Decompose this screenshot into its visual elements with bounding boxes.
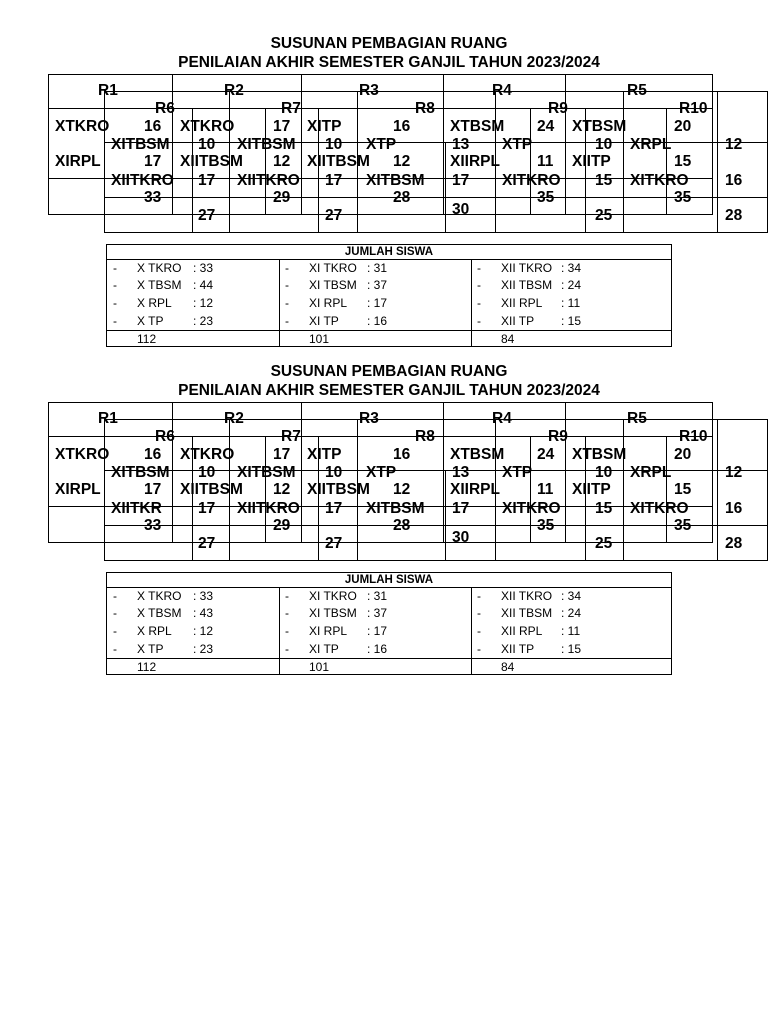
grid-cell: 16 [144,446,162,463]
grid-cell: 17 [452,500,470,517]
summary-bullet: - [285,261,289,275]
room-total: 27 [198,535,216,552]
grid-cell: XTP [366,464,397,481]
room-label: R3 [359,82,379,99]
room-total: 27 [325,207,343,224]
summary-label: XI TP [309,314,339,328]
room-total: 29 [273,517,291,534]
summary-bullet: - [285,296,289,310]
summary-column-divider [471,588,472,675]
summary-label: X TP [137,314,164,328]
grid-line-vertical [445,142,446,233]
grid-cell: XITKRO [630,172,689,189]
grid-cell: XITP [307,446,342,463]
room-total: 29 [273,189,291,206]
grid-cell: XIITKRO [237,500,300,517]
grid-cell: 20 [674,118,692,135]
summary-value: : 12 [193,296,214,310]
grid-line-vertical [104,91,105,233]
grid-cell: 10 [325,136,343,153]
grid-line-vertical [712,402,713,543]
summary-label: XI RPL [309,624,348,638]
room-total: 30 [452,201,470,218]
summary-bullet: - [285,589,289,603]
summary-value: : 17 [367,624,388,638]
summary-bullet: - [477,606,481,620]
grid-cell: 17 [452,172,470,189]
summary-title: JUMLAH SISWA [107,245,671,260]
summary-column-divider [279,260,280,347]
summary-value: : 11 [561,624,581,638]
page-title: SUSUNAN PEMBAGIAN RUANG [270,35,508,52]
grid-line-vertical [301,74,302,215]
room-total: 33 [144,189,162,206]
summary-bullet: - [285,642,289,656]
grid-cell: 16 [725,172,743,189]
summary-value: : 37 [367,278,388,292]
room-total: 33 [144,517,162,534]
summary-label: XII RPL [501,296,543,310]
page-title: SUSUNAN PEMBAGIAN RUANG [270,363,508,380]
summary-value: : 12 [193,624,214,638]
summary-value: : 23 [193,642,214,656]
grid-line-vertical [48,402,49,543]
summary-total: 112 [137,660,157,674]
room-label: R6 [155,428,175,445]
summary-total-divider [107,658,671,659]
grid-cell: 17 [144,481,162,498]
grid-line-horizontal [104,197,768,198]
grid-cell: 16 [393,118,411,135]
summary-bullet: - [113,624,117,638]
grid-cell: 16 [144,118,162,135]
summary-bullet: - [477,261,481,275]
summary-bullet: - [477,624,481,638]
room-total: 28 [393,189,411,206]
grid-cell: XITKRO [630,500,689,517]
summary-bullet: - [477,314,481,328]
summary-label: XI TKRO [309,261,357,275]
grid-line-horizontal [104,419,768,420]
grid-line-vertical [565,402,566,543]
grid-cell: XTBSM [450,446,505,463]
summary-value: : 31 [367,261,388,275]
grid-cell: 10 [198,136,216,153]
grid-line-horizontal [104,91,768,92]
room-total: 30 [452,529,470,546]
grid-cell: 13 [452,136,470,153]
grid-line-vertical [717,419,718,561]
page-subtitle: PENILAIAN AKHIR SEMESTER GANJIL TAHUN 2023/2024 [178,54,600,71]
summary-bullet: - [477,589,481,603]
grid-cell: 15 [674,153,692,170]
grid-cell: 17 [144,153,162,170]
summary-bullet: - [477,278,481,292]
summary-table [106,244,672,347]
room-label: R2 [224,82,244,99]
grid-cell: 10 [198,464,216,481]
summary-label: XII TBSM [501,606,553,620]
summary-value: : 37 [367,606,388,620]
summary-label: XII TBSM [501,278,553,292]
summary-value: : 31 [367,589,388,603]
grid-cell: 15 [595,172,613,189]
grid-line-horizontal [48,74,713,75]
summary-value: : 23 [193,314,214,328]
grid-cell: 13 [452,464,470,481]
grid-line-horizontal [104,232,768,233]
grid-cell: XIITP [572,153,611,170]
grid-cell: 24 [537,118,555,135]
grid-cell: XTBSM [572,446,627,463]
room-label: R2 [224,410,244,427]
grid-line-horizontal [48,542,713,543]
grid-line-vertical [445,470,446,561]
room-label: R4 [492,410,512,427]
summary-bullet: - [113,589,117,603]
room-total: 25 [595,535,613,552]
summary-label: XII TKRO [501,261,553,275]
summary-label: XII TP [501,642,535,656]
grid-line-vertical [666,436,667,543]
grid-cell: XTKRO [180,446,235,463]
room-label: R10 [679,428,708,445]
summary-bullet: - [113,261,117,275]
summary-label: X TKRO [137,261,182,275]
grid-cell: XIITBSM [307,481,370,498]
room-label: R3 [359,410,379,427]
grid-cell: XITKRO [502,172,561,189]
grid-cell: 16 [725,500,743,517]
grid-line-vertical [623,91,624,233]
summary-bullet: - [113,606,117,620]
summary-total: 84 [501,660,515,674]
summary-total: 84 [501,332,515,346]
grid-line-horizontal [48,214,713,215]
grid-line-vertical [717,91,718,233]
grid-cell: XIITBSM [180,481,243,498]
page-subtitle: PENILAIAN AKHIR SEMESTER GANJIL TAHUN 2023/2024 [178,382,600,399]
summary-label: X TBSM [137,606,182,620]
grid-line-horizontal [104,525,768,526]
grid-cell: 11 [537,481,554,498]
grid-cell: 16 [393,446,411,463]
grid-cell: 15 [674,481,692,498]
grid-cell: XTBSM [450,118,505,135]
grid-cell: XTKRO [180,118,235,135]
grid-cell: 17 [198,500,216,517]
grid-cell: XTP [502,464,533,481]
summary-bullet: - [285,624,289,638]
grid-cell: XIITKR [111,500,162,517]
summary-bullet: - [477,296,481,310]
summary-value: : 11 [561,296,581,310]
grid-cell: XRPL [630,136,672,153]
summary-label: XI RPL [309,296,348,310]
room-total: 28 [725,535,743,552]
allocation-section [0,362,768,692]
room-label: R5 [627,410,647,427]
grid-line-vertical [265,436,266,543]
grid-cell: 17 [273,446,291,463]
grid-cell: XTBSM [572,118,627,135]
summary-label: X RPL [137,624,172,638]
grid-line-vertical [530,436,531,543]
grid-cell: XTKRO [55,446,110,463]
summary-value: : 24 [561,606,582,620]
grid-cell: XIIRPL [450,481,500,498]
summary-bullet: - [477,642,481,656]
summary-label: X TKRO [137,589,182,603]
grid-cell: 17 [325,500,343,517]
summary-table [106,572,672,675]
grid-cell: XIIRPL [450,153,500,170]
room-total: 25 [595,207,613,224]
room-total: 27 [198,207,216,224]
grid-cell: XITBSM [237,464,296,481]
grid-cell: XITBSM [366,500,425,517]
room-label: R1 [98,82,118,99]
room-label: R7 [281,428,301,445]
grid-cell: XITBSM [111,464,170,481]
room-total: 35 [674,517,692,534]
grid-line-vertical [623,419,624,561]
summary-value: : 34 [561,589,582,603]
summary-value: : 34 [561,261,582,275]
room-total: 28 [725,207,743,224]
grid-cell: XIRPL [55,153,101,170]
summary-value: : 15 [561,642,582,656]
grid-cell: 11 [537,153,554,170]
summary-bullet: - [113,642,117,656]
grid-cell: XIITKRO [237,172,300,189]
grid-cell: 10 [595,464,613,481]
summary-title: JUMLAH SISWA [107,573,671,588]
grid-line-horizontal [48,402,713,403]
grid-line-vertical [301,402,302,543]
grid-line-vertical [104,419,105,561]
summary-value: : 44 [193,278,214,292]
summary-bullet: - [285,314,289,328]
summary-value: : 43 [193,606,214,620]
summary-bullet: - [285,606,289,620]
grid-cell: 12 [725,464,743,481]
grid-cell: XITP [307,118,342,135]
room-label: R8 [415,100,435,117]
summary-label: X TP [137,642,164,656]
grid-line-vertical [172,402,173,543]
room-total: 27 [325,535,343,552]
summary-bullet: - [113,278,117,292]
grid-cell: XRPL [630,464,672,481]
allocation-section [0,34,768,364]
summary-total: 101 [309,332,330,346]
summary-value: : 24 [561,278,582,292]
room-total: 35 [674,189,692,206]
grid-cell: XITBSM [237,136,296,153]
grid-cell: 12 [393,481,411,498]
summary-label: X TBSM [137,278,182,292]
grid-cell: 12 [273,153,291,170]
grid-cell: XTP [366,136,397,153]
room-label: R4 [492,82,512,99]
summary-label: XI TBSM [309,606,357,620]
summary-value: : 33 [193,589,214,603]
summary-total: 112 [137,332,157,346]
room-label: R6 [155,100,175,117]
room-label: R8 [415,428,435,445]
grid-cell: XITKRO [502,500,561,517]
summary-label: XII TKRO [501,589,553,603]
summary-total: 101 [309,660,330,674]
summary-value: : 15 [561,314,582,328]
summary-bullet: - [285,278,289,292]
room-label: R9 [548,100,568,117]
grid-line-vertical [666,108,667,215]
grid-cell: 10 [325,464,343,481]
summary-value: : 16 [367,642,388,656]
grid-line-vertical [530,108,531,215]
room-label: R7 [281,100,301,117]
summary-label: XI TKRO [309,589,357,603]
grid-line-vertical [712,74,713,215]
grid-cell: 10 [595,136,613,153]
grid-line-vertical [443,74,444,215]
summary-value: : 33 [193,261,214,275]
room-label: R1 [98,410,118,427]
summary-total-divider [107,330,671,331]
grid-line-horizontal [48,108,713,109]
grid-cell: 20 [674,446,692,463]
grid-cell: XIITBSM [180,153,243,170]
summary-value: : 16 [367,314,388,328]
grid-cell: XIRPL [55,481,101,498]
grid-cell: 12 [725,136,743,153]
grid-line-vertical [48,74,49,215]
grid-cell: 17 [273,118,291,135]
summary-column-divider [471,260,472,347]
summary-label: XII RPL [501,624,543,638]
grid-cell: 15 [595,500,613,517]
room-label: R9 [548,428,568,445]
summary-label: XII TP [501,314,535,328]
grid-cell: XIITBSM [307,153,370,170]
grid-cell: XTKRO [55,118,110,135]
room-total: 35 [537,189,555,206]
grid-line-vertical [565,74,566,215]
grid-cell: XITBSM [111,136,170,153]
grid-cell: XIITKRO [111,172,174,189]
grid-cell: XITBSM [366,172,425,189]
grid-line-vertical [443,402,444,543]
summary-column-divider [279,588,280,675]
grid-cell: XTP [502,136,533,153]
grid-cell: 17 [198,172,216,189]
summary-bullet: - [113,296,117,310]
grid-line-horizontal [48,436,713,437]
grid-cell: 12 [273,481,291,498]
grid-line-horizontal [104,560,768,561]
summary-bullet: - [113,314,117,328]
summary-label: XI TP [309,642,339,656]
room-label: R5 [627,82,647,99]
summary-label: XI TBSM [309,278,357,292]
grid-cell: 24 [537,446,555,463]
grid-line-vertical [265,108,266,215]
room-total: 28 [393,517,411,534]
grid-cell: 12 [393,153,411,170]
room-label: R10 [679,100,708,117]
grid-line-vertical [172,74,173,215]
summary-label: X RPL [137,296,172,310]
grid-cell: 17 [325,172,343,189]
room-total: 35 [537,517,555,534]
summary-value: : 17 [367,296,388,310]
grid-cell: XIITP [572,481,611,498]
